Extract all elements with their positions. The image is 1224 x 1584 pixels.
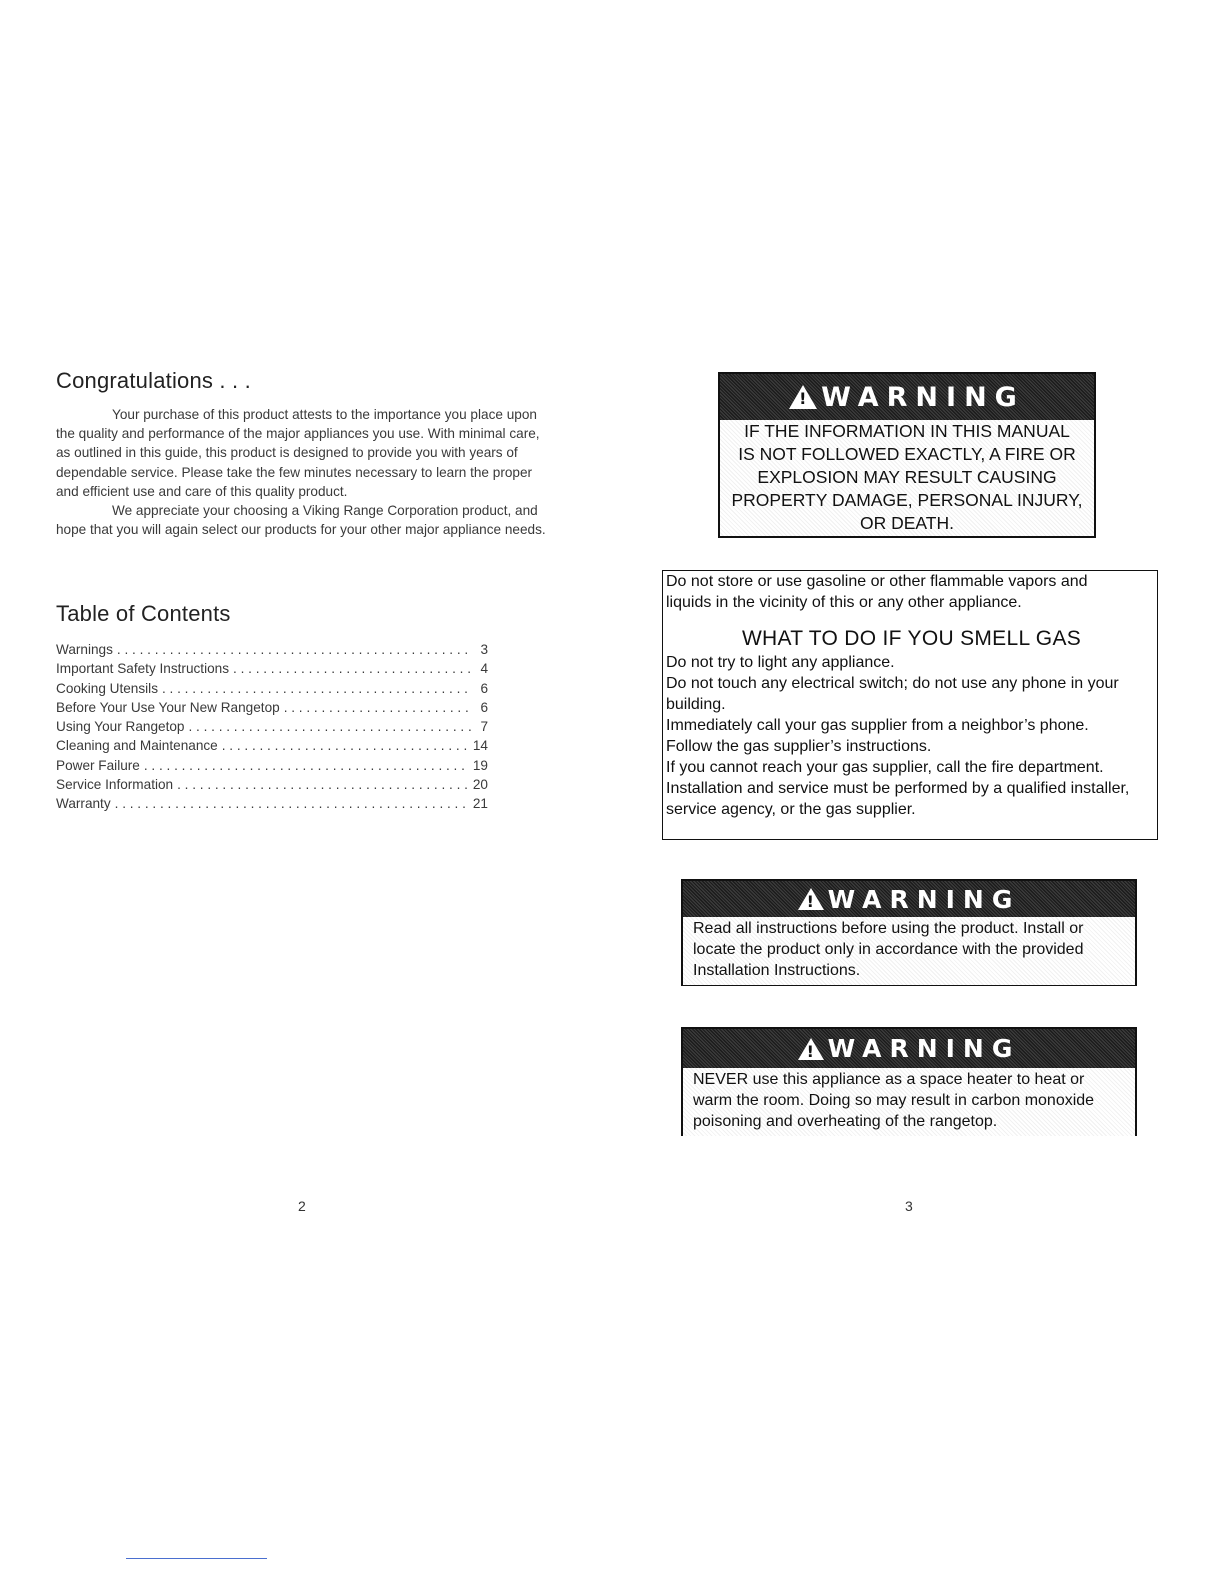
warning-line: IS NOT FOLLOWED EXACTLY, A FIRE OR <box>738 444 1076 464</box>
toc-label: Service Information <box>56 777 174 793</box>
gas-instruction: Do not try to light any appliance. <box>666 654 895 671</box>
gas-safety-box <box>662 570 1158 840</box>
toc-leader <box>115 796 469 811</box>
warning-header <box>683 881 1135 917</box>
toc-entry-warranty[interactable] <box>56 796 488 815</box>
warning-box-fire-explosion <box>718 372 1096 538</box>
congratulations-title: Congratulations . . . <box>56 368 251 393</box>
warning-label: WARNING <box>821 381 1025 413</box>
toc-entry-power-failure[interactable] <box>56 758 488 777</box>
toc-label: Warranty <box>56 796 111 812</box>
toc-leader <box>144 758 469 773</box>
toc-leader <box>233 661 472 676</box>
toc-label: Important Safety Instructions <box>56 661 230 677</box>
toc-page: 7 <box>480 719 488 735</box>
toc-page: 21 <box>472 796 488 812</box>
toc-entry-service[interactable] <box>56 777 488 796</box>
toc-leader <box>284 700 472 715</box>
toc-page: 19 <box>472 757 488 773</box>
toc-page: 3 <box>480 642 488 657</box>
warning-label: WARNING <box>827 884 1021 914</box>
footer-rule <box>126 1558 267 1559</box>
warning-box-space-heater <box>681 1027 1137 1136</box>
toc-leader <box>177 777 469 792</box>
toc-page: 6 <box>480 680 488 696</box>
toc-label: Cooking Utensils <box>56 680 158 696</box>
toc-entry-before-use[interactable] <box>56 700 488 719</box>
toc-page: 14 <box>472 738 488 754</box>
warning-line: IF THE INFORMATION IN THIS MANUAL <box>744 421 1070 441</box>
toc-leader <box>117 642 472 657</box>
toc-label: Power Failure <box>56 757 140 773</box>
table-of-contents <box>56 642 488 816</box>
warning-body <box>720 420 1094 536</box>
toc-entry-utensils[interactable] <box>56 681 488 700</box>
intro-paragraph-2: We appreciate your choosing a Viking Range Corporation product, and hope that you will again select our products for your other major appliance needs. <box>56 503 546 538</box>
toc-page: 4 <box>480 661 488 677</box>
warning-line: EXPLOSION MAY RESULT CAUSING <box>757 467 1057 487</box>
toc-entry-warnings[interactable] <box>56 642 488 661</box>
gas-instruction: Installation and service must be performed by a qualified installer, service agency, or the gas supplier. <box>666 780 1130 818</box>
warning-triangle-icon <box>789 385 817 409</box>
page-number-right: 3 <box>905 1198 913 1214</box>
gas-lead-line: liquids in the vicinity of this or any other appliance. <box>666 594 1022 611</box>
warning-body: Read all instructions before using the product. Install or locate the product only in accordance with the provided Installation Instructions. <box>683 917 1135 985</box>
toc-page: 20 <box>472 777 488 793</box>
warning-label: WARNING <box>827 1034 1021 1063</box>
warning-body: NEVER use this appliance as a space heater to heat or warm the room. Doing so may result in carbon monoxide poisoning and overheating of the rangetop. <box>683 1068 1135 1136</box>
gas-instruction: Do not touch any electrical switch; do not use any phone in your building. <box>666 675 1119 713</box>
warning-line: PROPERTY DAMAGE, PERSONAL INJURY, <box>731 490 1083 510</box>
toc-label: Using Your Rangetop <box>56 719 185 735</box>
toc-entry-safety[interactable] <box>56 661 488 680</box>
warning-header <box>720 374 1094 420</box>
toc-label: Before Your Use Your New Rangetop <box>56 699 280 715</box>
toc-label: Cleaning and Maintenance <box>56 738 218 754</box>
gas-instruction: Follow the gas supplier’s instructions. <box>666 738 932 755</box>
toc-label: Warnings <box>56 642 113 657</box>
toc-entry-cleaning[interactable] <box>56 738 488 757</box>
warning-box-read-instructions <box>681 879 1137 986</box>
warning-triangle-icon <box>798 888 824 910</box>
toc-leader <box>188 719 472 734</box>
intro-paragraph-1: Your purchase of this product attests to the importance you place upon the quality and performance of the major appliances you use. With minimal care, as outlined in this guide, this product is designed to provide you with years of dependable service. Please take the few minutes necessary to learn the proper and efficient use and care of this quality product. <box>56 407 540 499</box>
page-number-left: 2 <box>298 1198 306 1214</box>
warning-triangle-icon <box>798 1038 824 1060</box>
toc-title: Table of Contents <box>56 601 231 626</box>
intro-text <box>56 405 546 539</box>
warning-header <box>683 1029 1135 1068</box>
toc-entry-using[interactable] <box>56 719 488 738</box>
toc-page: 6 <box>480 699 488 715</box>
toc-leader <box>162 681 472 696</box>
gas-instruction: Immediately call your gas supplier from a neighbor’s phone. <box>666 717 1089 734</box>
gas-heading: WHAT TO DO IF YOU SMELL GAS <box>741 627 1082 650</box>
gas-lead-line: Do not store or use gasoline or other flammable vapors and <box>666 573 1088 590</box>
warning-line: OR DEATH. <box>860 513 954 533</box>
gas-instruction: If you cannot reach your gas supplier, call the fire department. <box>666 759 1104 776</box>
toc-leader <box>222 738 469 753</box>
